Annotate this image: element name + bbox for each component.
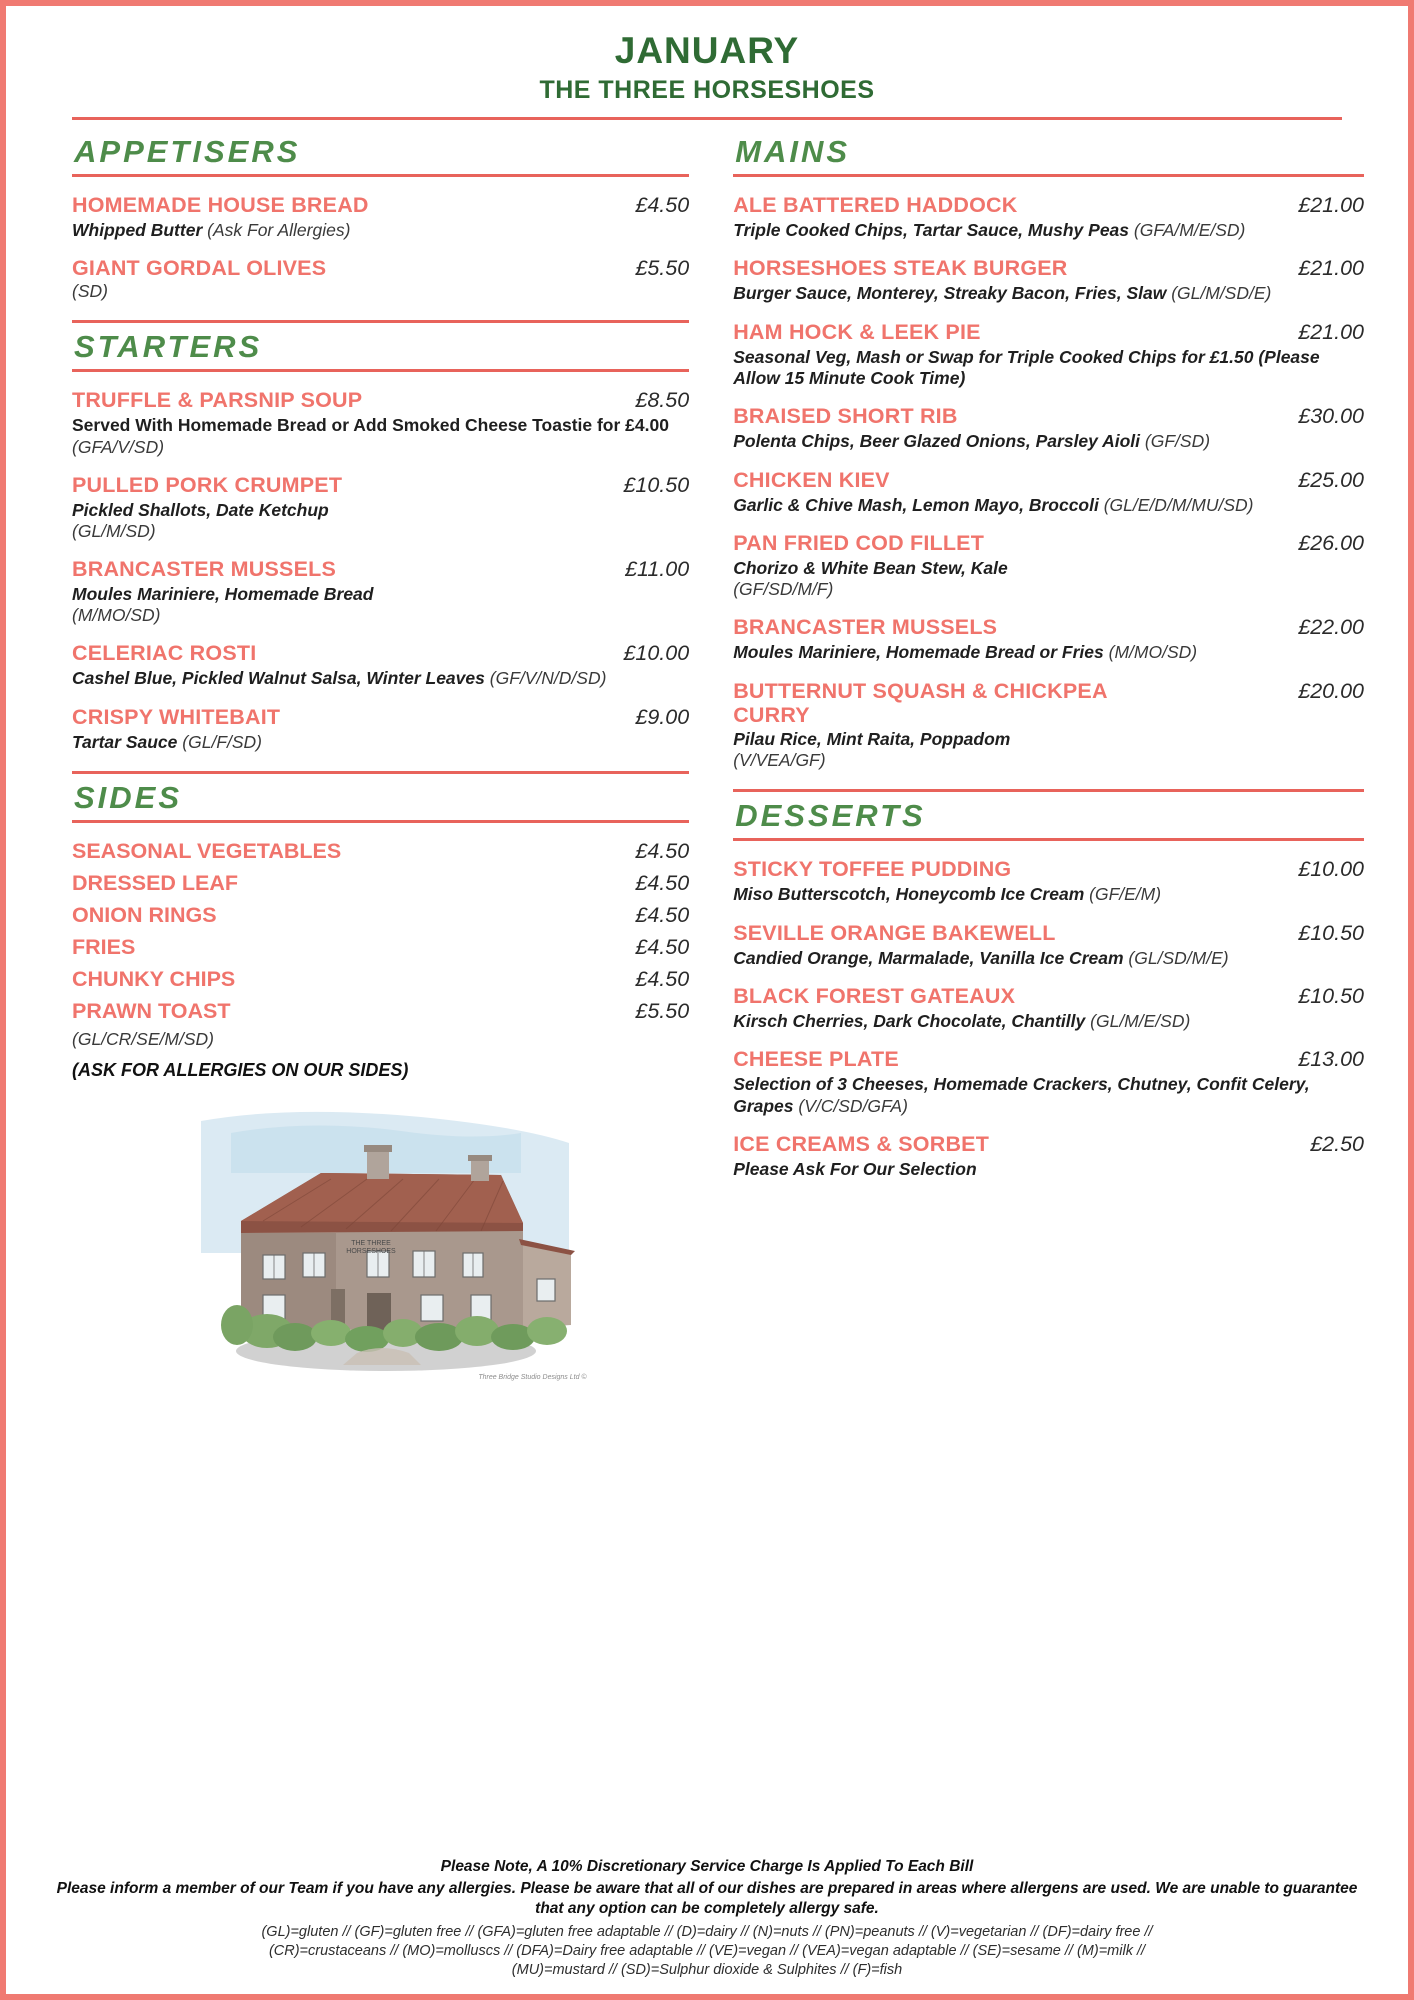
item-price: £4.50	[635, 967, 690, 992]
item-description: Served With Homemade Bread or Add Smoked Cheese Toastie for £4.00	[72, 415, 669, 436]
item-allergens: (GL/E/D/M/MU/SD)	[1103, 494, 1254, 515]
item-description: Pickled Shallots, Date Ketchup	[72, 499, 329, 520]
item-name: TRUFFLE & PARSNIP SOUP	[72, 388, 363, 413]
allergy-notice: Please inform a member of our Team if you have any allergies. Please be aware that all of our dishes are prepared in areas where allergens are used. We are unable to guarantee that any option can be completely allergy safe.	[56, 1879, 1358, 1917]
header-divider	[72, 117, 1342, 120]
item-name: BRANCASTER MUSSELS	[733, 615, 998, 640]
item-description	[733, 558, 1351, 579]
pub-illustration	[171, 1103, 591, 1383]
item-price: £21.00	[1298, 193, 1364, 217]
item-description-text: Polenta Chips, Beer Glazed Onions, Parsley Aioli	[733, 431, 1141, 452]
item-description-text: Whipped Butter	[72, 220, 203, 240]
item-description-text: Burger Sauce, Monterey, Streaky Bacon, Fries, Slaw	[733, 283, 1167, 304]
item-name: PULLED PORK CRUMPET	[72, 472, 343, 497]
item-allergens: (GF/SD/M/F)	[733, 579, 834, 600]
section-sides	[72, 771, 689, 1081]
item-allergens: (V/VEA/GF)	[733, 750, 826, 771]
menu-footer	[50, 1858, 1364, 1980]
item-description	[733, 283, 1351, 304]
section-appetisers	[72, 134, 689, 302]
menu-item	[733, 984, 1364, 1032]
item-allergens: (M/MO/SD)	[1108, 642, 1198, 663]
item-description	[733, 495, 1351, 516]
menu-item	[733, 679, 1364, 772]
item-allergens: (GF/E/M)	[1089, 884, 1162, 905]
item-name: FRIES	[72, 935, 136, 960]
menu-column-right	[725, 134, 1364, 1383]
section-title-desserts: DESSERTS	[735, 798, 926, 834]
item-description-text: Cashel Blue, Pickled Walnut Salsa, Winter Leaves	[72, 668, 485, 689]
list-item	[72, 871, 689, 896]
menu-item	[72, 641, 689, 689]
service-charge-note: Please Note, A 10% Discretionary Service Charge Is Applied To Each Bill	[440, 1857, 974, 1875]
menu-item	[733, 1132, 1364, 1180]
menu-item	[72, 256, 689, 302]
item-description-text: Miso Butterscotch, Honeycomb Ice Cream	[733, 884, 1085, 905]
item-price: £9.00	[635, 704, 690, 729]
sides-allergy-note: (ASK FOR ALLERGIES ON OUR SIDES)	[72, 1060, 409, 1081]
item-name: GIANT GORDAL OLIVES	[72, 256, 327, 281]
item-allergens: (GF/SD)	[1144, 431, 1211, 452]
item-name: PAN FRIED COD FILLET	[733, 531, 985, 556]
menu-item	[733, 320, 1364, 390]
item-price: £4.50	[635, 935, 690, 960]
item-price: £21.00	[1298, 256, 1364, 281]
item-name: CELERIAC ROSTI	[72, 641, 257, 666]
item-price: £10.50	[1298, 983, 1364, 1008]
section-divider	[72, 174, 689, 177]
item-price: £4.50	[635, 193, 690, 217]
item-name: DRESSED LEAF	[72, 871, 239, 896]
illustration-credit: Three Bridge Studio Designs Ltd ©	[478, 1374, 587, 1382]
item-description: Please Ask For Our Selection	[733, 1158, 977, 1179]
list-item	[72, 999, 689, 1024]
menu-item	[733, 921, 1364, 969]
section-divider	[72, 820, 689, 823]
list-item	[72, 903, 689, 928]
menu-item	[733, 256, 1364, 304]
item-price: £4.50	[635, 903, 690, 928]
allergen-key-line-3: (MU)=mustard // (SD)=Sulphur dioxide & Sulphites // (F)=fish	[511, 1961, 903, 1978]
item-price: £13.00	[1298, 1047, 1364, 1072]
item-price: £4.50	[635, 871, 690, 896]
item-name: ONION RINGS	[72, 903, 217, 928]
menu-item	[733, 404, 1364, 452]
svg-text:HORSESHOES: HORSESHOES	[345, 1248, 396, 1256]
section-title-appetisers: APPETISERS	[74, 134, 301, 169]
allergen-key-line-2: (CR)=crustaceans // (MO)=molluscs // (DFA)=Dairy free adaptable // (VE)=vegan // (VEA)=vegan adaptable // (SE)=sesame // (M)=milk //	[268, 1942, 1146, 1959]
item-price: £21.00	[1298, 319, 1364, 344]
item-name: CHEESE PLATE	[733, 1047, 899, 1072]
menu-item	[72, 705, 689, 753]
item-allergens: (SD)	[72, 281, 108, 302]
item-price: £30.00	[1298, 404, 1364, 429]
item-description-text: Tartar Sauce	[72, 731, 178, 752]
item-description	[733, 642, 1351, 663]
item-allergens: (V/C/SD/GFA)	[798, 1095, 908, 1116]
menu-columns	[50, 134, 1364, 1383]
section-title-mains: MAINS	[735, 134, 851, 169]
menu-item	[72, 557, 689, 626]
item-description-text: Candied Orange, Marmalade, Vanilla Ice Cream	[733, 947, 1124, 968]
svg-text:THE THREE: THE THREE	[350, 1240, 391, 1248]
item-description-text: Triple Cooked Chips, Tartar Sauce, Mushy Peas	[733, 220, 1130, 240]
item-name: CHUNKY CHIPS	[72, 967, 236, 992]
item-price: £22.00	[1298, 615, 1364, 640]
menu-item	[72, 193, 689, 241]
item-description	[733, 884, 1351, 905]
list-item	[72, 839, 689, 864]
item-name: CHICKEN KIEV	[733, 467, 890, 492]
list-item	[72, 967, 689, 992]
item-description: Moules Mariniere, Homemade Bread	[72, 584, 374, 605]
item-description	[733, 948, 1351, 969]
section-starters	[72, 320, 689, 753]
item-price: £4.50	[635, 839, 690, 864]
item-name: BLACK FOREST GATEAUX	[733, 983, 1016, 1008]
item-name: BRANCASTER MUSSELS	[72, 557, 337, 582]
item-allergens: (GFA/V/SD)	[72, 436, 165, 457]
item-description-text: Kirsch Cherries, Dark Chocolate, Chantilly	[733, 1010, 1086, 1031]
item-allergens: (Ask For Allergies)	[207, 220, 351, 240]
list-item	[72, 935, 689, 960]
item-description-text: Garlic & Chive Mash, Lemon Mayo, Broccoli	[733, 494, 1099, 515]
menu-item	[733, 615, 1364, 663]
item-price: £10.50	[623, 472, 690, 497]
menu-item	[72, 388, 689, 457]
item-description	[733, 220, 1351, 241]
item-description-text: Chorizo & White Bean Stew, Kale	[733, 558, 1008, 579]
item-description: Seasonal Veg, Mash or Swap for Triple Cooked Chips for £1.50 (Please Allow 15 Minute Cook Time)	[733, 346, 1320, 389]
section-title-starters: STARTERS	[74, 329, 263, 365]
item-price: £2.50	[1310, 1131, 1364, 1156]
section-divider	[733, 838, 1364, 841]
venue-name: THE THREE HORSESHOES	[539, 76, 875, 104]
menu-item	[733, 1047, 1364, 1117]
item-description-text: Selection of 3 Cheeses, Homemade Crackers, Chutney, Confit Celery, Grapes	[733, 1074, 1310, 1116]
item-price: £26.00	[1298, 531, 1364, 556]
section-divider	[72, 320, 689, 323]
section-mains	[733, 134, 1364, 771]
item-description	[72, 668, 677, 689]
item-name: SEVILLE ORANGE BAKEWELL	[733, 920, 1056, 945]
item-description	[72, 732, 677, 753]
item-price: £25.00	[1298, 467, 1364, 492]
section-desserts	[733, 789, 1364, 1180]
section-divider	[733, 174, 1364, 177]
item-price: £8.50	[635, 388, 690, 413]
item-name: HORSESHOES STEAK BURGER	[733, 256, 1068, 281]
item-price: £11.00	[625, 557, 690, 582]
item-allergens: (M/MO/SD)	[72, 605, 161, 626]
item-name: ICE CREAMS & SORBET	[733, 1131, 990, 1156]
section-title-sides: SIDES	[74, 780, 183, 816]
item-description: Pilau Rice, Mint Raita, Poppadom	[733, 728, 1011, 749]
item-name: STICKY TOFFEE PUDDING	[733, 857, 1012, 882]
item-name: HAM HOCK & LEEK PIE	[733, 319, 981, 344]
menu-item	[733, 857, 1364, 905]
item-price: £20.00	[1298, 678, 1364, 703]
item-description	[72, 220, 677, 241]
menu-header	[50, 30, 1364, 105]
item-name: SEASONAL VEGETABLES	[72, 839, 342, 864]
item-name: BUTTERNUT SQUASH & CHICKPEA CURRY	[733, 678, 1107, 727]
item-name: CRISPY WHITEBAIT	[72, 704, 281, 729]
allergen-key-line-1: (GL)=gluten // (GF)=gluten free // (GFA)=gluten free adaptable // (D)=dairy // (N)=nuts // (PN)=peanuts // (V)=vegetarian // (DF)=dairy free //	[261, 1923, 1153, 1940]
item-allergens: (GL/SD/M/E)	[1128, 947, 1229, 968]
item-description	[733, 1074, 1351, 1117]
item-allergens: (GL/M/SD)	[72, 521, 156, 542]
item-description	[733, 1011, 1351, 1032]
menu-item	[72, 473, 689, 542]
item-price: £10.00	[1298, 857, 1364, 882]
item-price: £10.50	[1298, 920, 1364, 945]
menu-item	[733, 193, 1364, 241]
section-divider	[72, 369, 689, 372]
item-allergens: (GL/CR/SE/M/SD)	[72, 1029, 214, 1050]
item-name: BRAISED SHORT RIB	[733, 404, 958, 429]
menu-column-left	[50, 134, 689, 1383]
item-allergens: (GF/V/N/D/SD)	[489, 668, 607, 689]
item-name: ALE BATTERED HADDOCK	[733, 193, 1018, 217]
menu-item	[733, 468, 1364, 516]
item-allergens: (GL/F/SD)	[182, 731, 262, 752]
item-name: HOMEMADE HOUSE BREAD	[72, 193, 369, 217]
menu-item	[733, 531, 1364, 600]
pub-illustration-drawing	[171, 1103, 591, 1383]
item-allergens: (GL/M/E/SD)	[1090, 1010, 1191, 1031]
item-price: £5.50	[635, 999, 690, 1024]
page-title: JANUARY	[614, 30, 800, 71]
item-allergens: (GL/M/SD/E)	[1171, 283, 1272, 304]
item-name: PRAWN TOAST	[72, 999, 231, 1024]
item-price: £5.50	[635, 256, 690, 281]
item-allergens: (GFA/M/E/SD)	[1133, 220, 1246, 240]
item-description	[733, 431, 1351, 452]
item-description-text: Moules Mariniere, Homemade Bread or Fries	[733, 642, 1104, 663]
section-divider	[72, 771, 689, 774]
item-price: £10.00	[623, 641, 690, 666]
section-divider	[733, 789, 1364, 792]
